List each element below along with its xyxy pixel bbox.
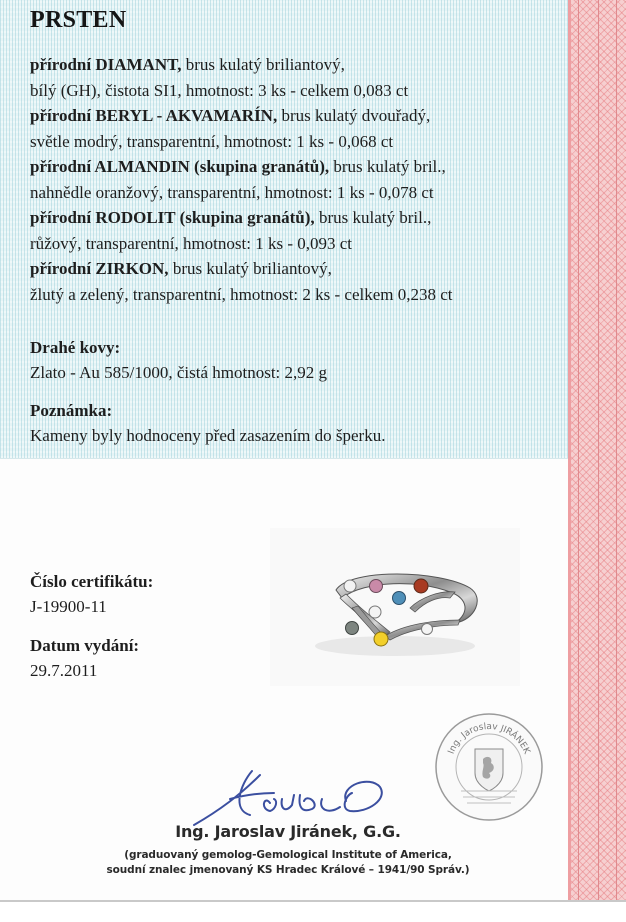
stamp-ring-text: Ing. Jaroslav JIRÁNEK [446,721,532,756]
ribbon-line [578,0,579,900]
stone-name: přírodní ALMANDIN (skupina granátů), [30,157,330,176]
ring-photo [270,528,520,686]
stone-header [30,256,560,282]
signer-credentials-line-1: (graduovaný gemolog-Gemological Institute of America, [124,849,452,861]
note-value: Kameny byly hodnoceny před zasazením do šperku. [30,426,386,445]
stone-details: žlutý a zelený, transparentní, hmotnost: 2 ks - celkem 0,238 ct [30,284,453,304]
item-title: PRSTEN [30,7,127,33]
stone-name: přírodní ZIRKON, [30,259,169,278]
stone-cut: brus kulatý bril., [329,157,446,176]
ribbon-line [616,0,617,900]
stone-cut: brus kulatý bril., [314,208,432,227]
stone-name: přírodní BERYL - AKVAMARÍN, [30,106,278,125]
signer-credentials-line-2: soudní znalec jmenovaný KS Hradec Králové – 1941/90 Správ.) [106,864,470,876]
stone-header [30,205,560,231]
issue-date-value: 29.7.2011 [30,661,98,680]
stone-details: bílý (GH), čistota SI1, hmotnost: 3 ks - celkem 0,083 ct [30,80,409,100]
certificate-number-section [30,569,153,619]
note-section [30,398,385,448]
stone-name: přírodní DIAMANT, [30,55,182,74]
certificate-number-value: J-19900-11 [30,597,107,616]
stone-cut: brus kulatý dvouřadý, [277,106,431,125]
stone-name: přírodní RODOLIT (skupina granátů), [30,208,315,227]
signer-name: Ing. Jaroslav Jiránek, G.G. [175,822,401,841]
metals-label: Drahé kovy: [30,338,121,357]
stone-list [30,52,560,307]
security-ribbon [568,0,626,900]
stone-header [30,103,560,129]
stone-header [30,52,560,78]
note-label: Poznámka: [30,401,113,420]
stone-cut: brus kulatý briliantový, [168,259,332,278]
stamp-seal-icon [433,711,545,823]
metals-value: Zlato - Au 585/1000, čistá hmotnost: 2,92 g [30,363,328,382]
page-bottom-edge [0,900,626,902]
stone-details: světle modrý, transparentní, hmotnost: 1 ks - 0,068 ct [30,131,394,151]
metals-section [30,335,327,385]
issue-date-section [30,633,139,683]
issue-date-label: Datum vydání: [30,636,140,655]
stone-header [30,154,560,180]
ribbon-line [598,0,599,900]
stone-cut: brus kulatý briliantový, [181,55,345,74]
official-stamp [433,711,545,823]
certificate-number-label: Číslo certifikátu: [30,572,154,591]
stone-details: růžový, transparentní, hmotnost: 1 ks - 0,093 ct [30,233,353,253]
ribbon-edge [568,0,571,900]
ring-image [270,528,520,686]
stone-details: nahnědle oranžový, transparentní, hmotnost: 1 ks - 0,078 ct [30,182,434,202]
